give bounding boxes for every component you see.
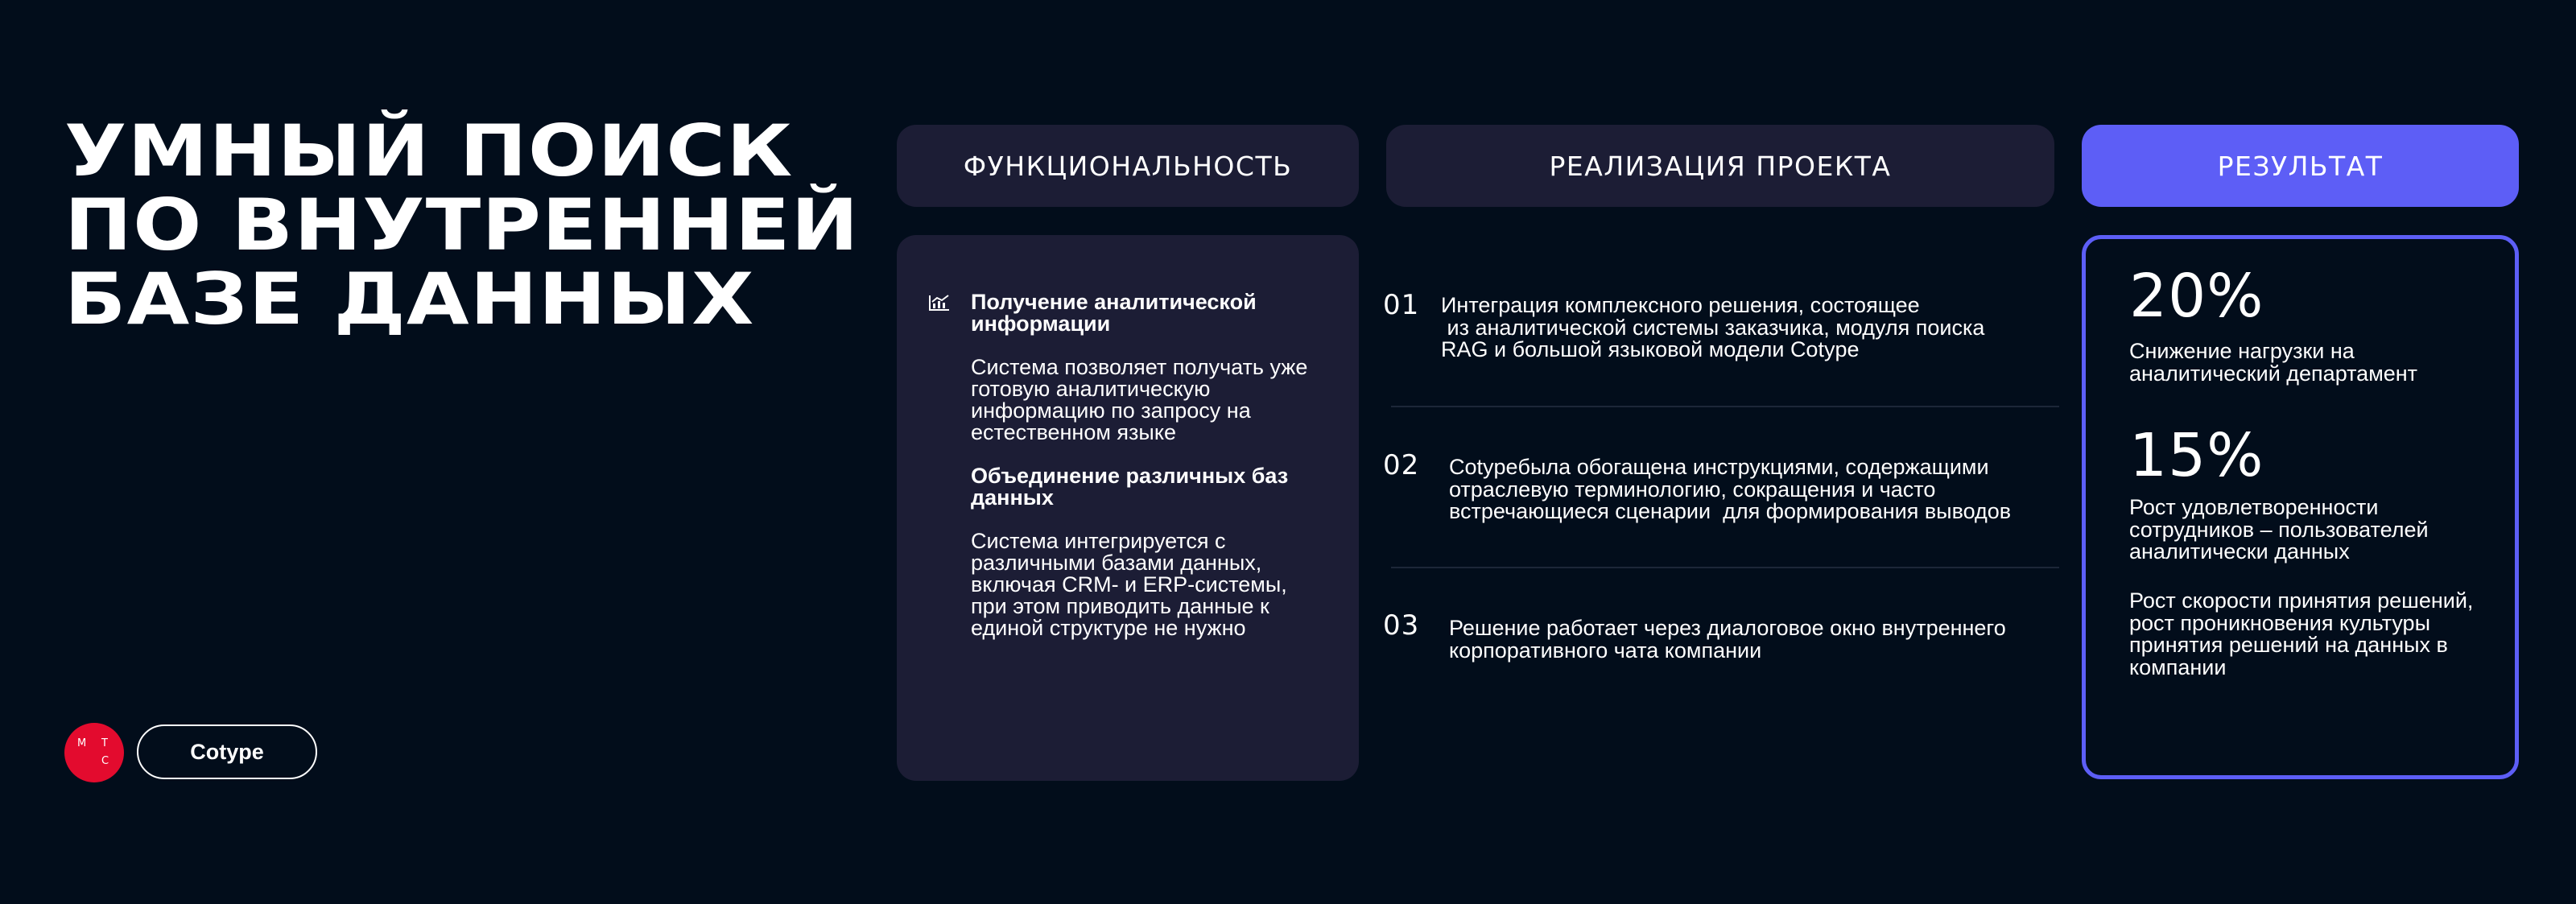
implementation-number-2: 02 bbox=[1383, 449, 1420, 481]
functionality-card bbox=[897, 235, 1359, 781]
title-line-2: ПО ВНУТРЕННЕЙ bbox=[64, 184, 860, 266]
page-title bbox=[64, 109, 982, 341]
result-stat-1-value: 20% bbox=[2129, 262, 2264, 331]
title-line-1: УМНЫЙ ПОИСК bbox=[64, 109, 794, 192]
functionality-header: ФУНКЦИОНАЛЬНОСТЬ bbox=[897, 125, 1359, 207]
logo-letter-s: С bbox=[101, 755, 109, 767]
result-card bbox=[2082, 235, 2519, 779]
implementation-header: РЕАЛИЗАЦИЯ ПРОЕКТА bbox=[1386, 125, 2054, 207]
title-line-3: БАЗЕ ДАННЫХ bbox=[64, 258, 755, 341]
functionality-text-1: Система позволяет получать уже готовую аналитическую информацию по запросу на естественном языке bbox=[971, 355, 1308, 444]
functionality-heading-1: Получение аналитической информации bbox=[971, 290, 1257, 336]
functionality-heading-2: Объединение различных баз данных bbox=[971, 464, 1289, 510]
result-extra-text: Рост скорости принятия решений, рост проникновения культуры принятия решений на данных в компании bbox=[2129, 588, 2474, 679]
result-stat-2-value: 15% bbox=[2129, 421, 2264, 490]
functionality-list bbox=[971, 291, 1309, 661]
divider-1 bbox=[1391, 406, 2059, 407]
chart-icon bbox=[927, 293, 952, 312]
logo-letter-m: М bbox=[77, 737, 87, 749]
result-header: РЕЗУЛЬТАТ bbox=[2082, 125, 2519, 207]
implementation-number-1: 01 bbox=[1383, 289, 1420, 321]
implementation-text-3: Решение работает через диалоговое окно внутреннего корпоративного чата компании bbox=[1449, 616, 2006, 663]
result-stat-2-text: Рост удовлетворенности сотрудников – пользователей аналитически данных bbox=[2129, 495, 2429, 563]
logo-letter-t: Т bbox=[101, 737, 108, 749]
functionality-text-2: Система интегрируется с различными базами данных, включая CRM- и ERP-системы, при этом приводить данные к единой структуре не нужно bbox=[971, 529, 1287, 640]
result-stat-1-text: Снижение нагрузки на аналитический департамент bbox=[2129, 339, 2418, 386]
implementation-text-1: Интеграция комплексного решения, состоящее из аналитической системы заказчика, модуля поиска RAG и большой языковой модели Cotype bbox=[1441, 293, 1985, 361]
cotype-badge[interactable]: Cotype bbox=[137, 724, 317, 779]
mts-logo bbox=[64, 723, 124, 782]
implementation-text-2: Cotypeбыла обогащена инструкциями, содержащими отраслевую терминологию, сокращения и часто встречающиеся сценарии для формирования выводов bbox=[1449, 455, 2012, 523]
divider-2 bbox=[1391, 567, 2059, 568]
implementation-number-3: 03 bbox=[1383, 609, 1420, 642]
